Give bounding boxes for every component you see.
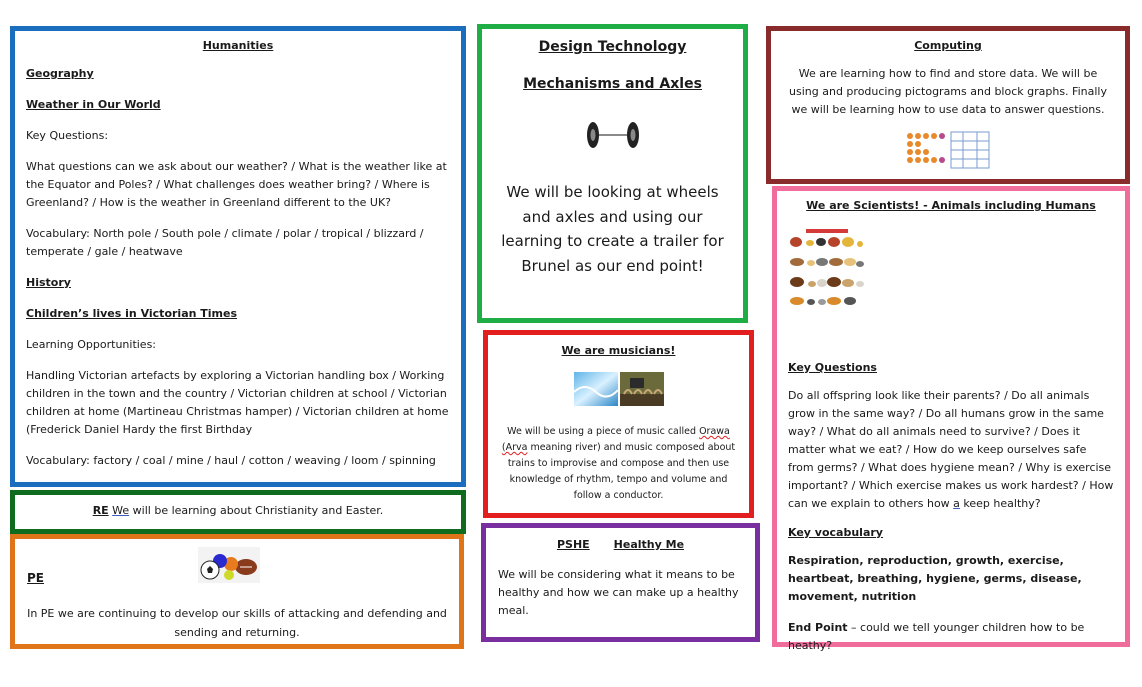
geography-heading: Geography [26, 67, 94, 80]
music-body: We will be using a piece of music called Orawa (Arva meaning river) and music composed about trains to improvise and compose and then use knowledge of rhythm, tempo and volume and follow a conductor. [501, 426, 736, 501]
pictogram-image [905, 131, 991, 169]
humanities-title: Humanities [202, 39, 274, 52]
animals-young-image [788, 228, 866, 312]
computing-body: We are learning how to find and store data. We will be using and producing pictograms and block graphs. Finally we will be learning how to use data to answer questions. [789, 67, 1107, 116]
wheels-axle-image [581, 115, 645, 155]
geography-questions: What questions can we ask about our weather? / What is the weather like at the Equator and Poles? / What challenges does weather bring? / Where is Greenland? / How is the weather in Greenland different to the UK? [26, 160, 447, 209]
geography-vocabulary: Vocabulary: North pole / South pole / climate / polar / tropical / blizzard / temperate / gale / heatwave [26, 227, 424, 258]
humanities-panel [10, 26, 466, 487]
re-text: will be learning about Christianity and Easter. [132, 504, 384, 517]
computing-panel [766, 26, 1130, 184]
pshe-title [498, 538, 743, 551]
re-we: We [112, 504, 130, 517]
pshe-panel [481, 523, 760, 642]
music-panel [483, 330, 754, 518]
dt-title: Design Technology [538, 39, 687, 55]
end-point: End Point – could we tell younger children how to be heathy? [788, 621, 1085, 652]
key-vocabulary-heading: Key vocabulary [788, 526, 883, 539]
pshe-label: PSHE [556, 538, 590, 551]
music-title: We are musicians! [561, 344, 676, 357]
history-heading: History [26, 276, 71, 289]
science-questions: Do all offspring look like their parents? / Do all animals grow in the same way? / Do all humans grow in the same way? / What do all animals need to survive? / Does it matter what we eat? / How do we keep ourselves safe from germs? / What does hygiene mean? / Why is exercise important? / Which exercise makes us work hardest? / How can we explain to others how a keep healthy? [788, 389, 1114, 510]
science-title: We are Scientists! - Animals including Humans [806, 199, 1096, 212]
dt-body: We will be looking at wheels and axles and using our learning to create a trailer for Brunel as our end point! [501, 183, 724, 275]
learning-opportunities-label: Learning Opportunities: [26, 338, 157, 351]
re-label: RE [92, 504, 109, 517]
science-vocabulary: Respiration, reproduction, growth, exercise, heartbeat, breathing, hygiene, germs, disease, movement, nutrition [788, 554, 1082, 603]
weather-heading: Weather in Our World [26, 98, 161, 111]
computing-title: Computing [914, 39, 982, 52]
pe-title: PE [27, 571, 44, 585]
key-questions-heading: Key Questions [788, 361, 877, 374]
key-questions-label: Key Questions: [26, 129, 109, 142]
music-images [574, 372, 664, 406]
pshe-topic: Healthy Me [613, 538, 685, 551]
history-vocabulary: Vocabulary: factory / coal / mine / haul / cotton / weaving / loom / spinning [26, 454, 436, 467]
pe-panel [10, 534, 464, 649]
pshe-body: We will be considering what it means to be healthy and how we can make up a healthy meal. [498, 568, 739, 617]
victorian-heading: Children’s lives in Victorian Times [26, 307, 238, 320]
dt-subtitle: Mechanisms and Axles [523, 76, 702, 92]
science-panel [772, 186, 1130, 652]
learning-opportunities-text: Handling Victorian artefacts by exploring a Victorian handling box / Working children in the town and the country / Victorian children at school / Victorian children at home (Martineau Christmas hamper) / Victorian children at home (Frederick Daniel Hardy the first Birthday [26, 369, 449, 436]
pe-text: In PE we are continuing to develop our skills of attacking and defending and sending and returning. [27, 607, 447, 639]
re-panel [10, 490, 466, 534]
sports-balls-image [198, 547, 260, 583]
design-technology-panel [477, 24, 748, 323]
